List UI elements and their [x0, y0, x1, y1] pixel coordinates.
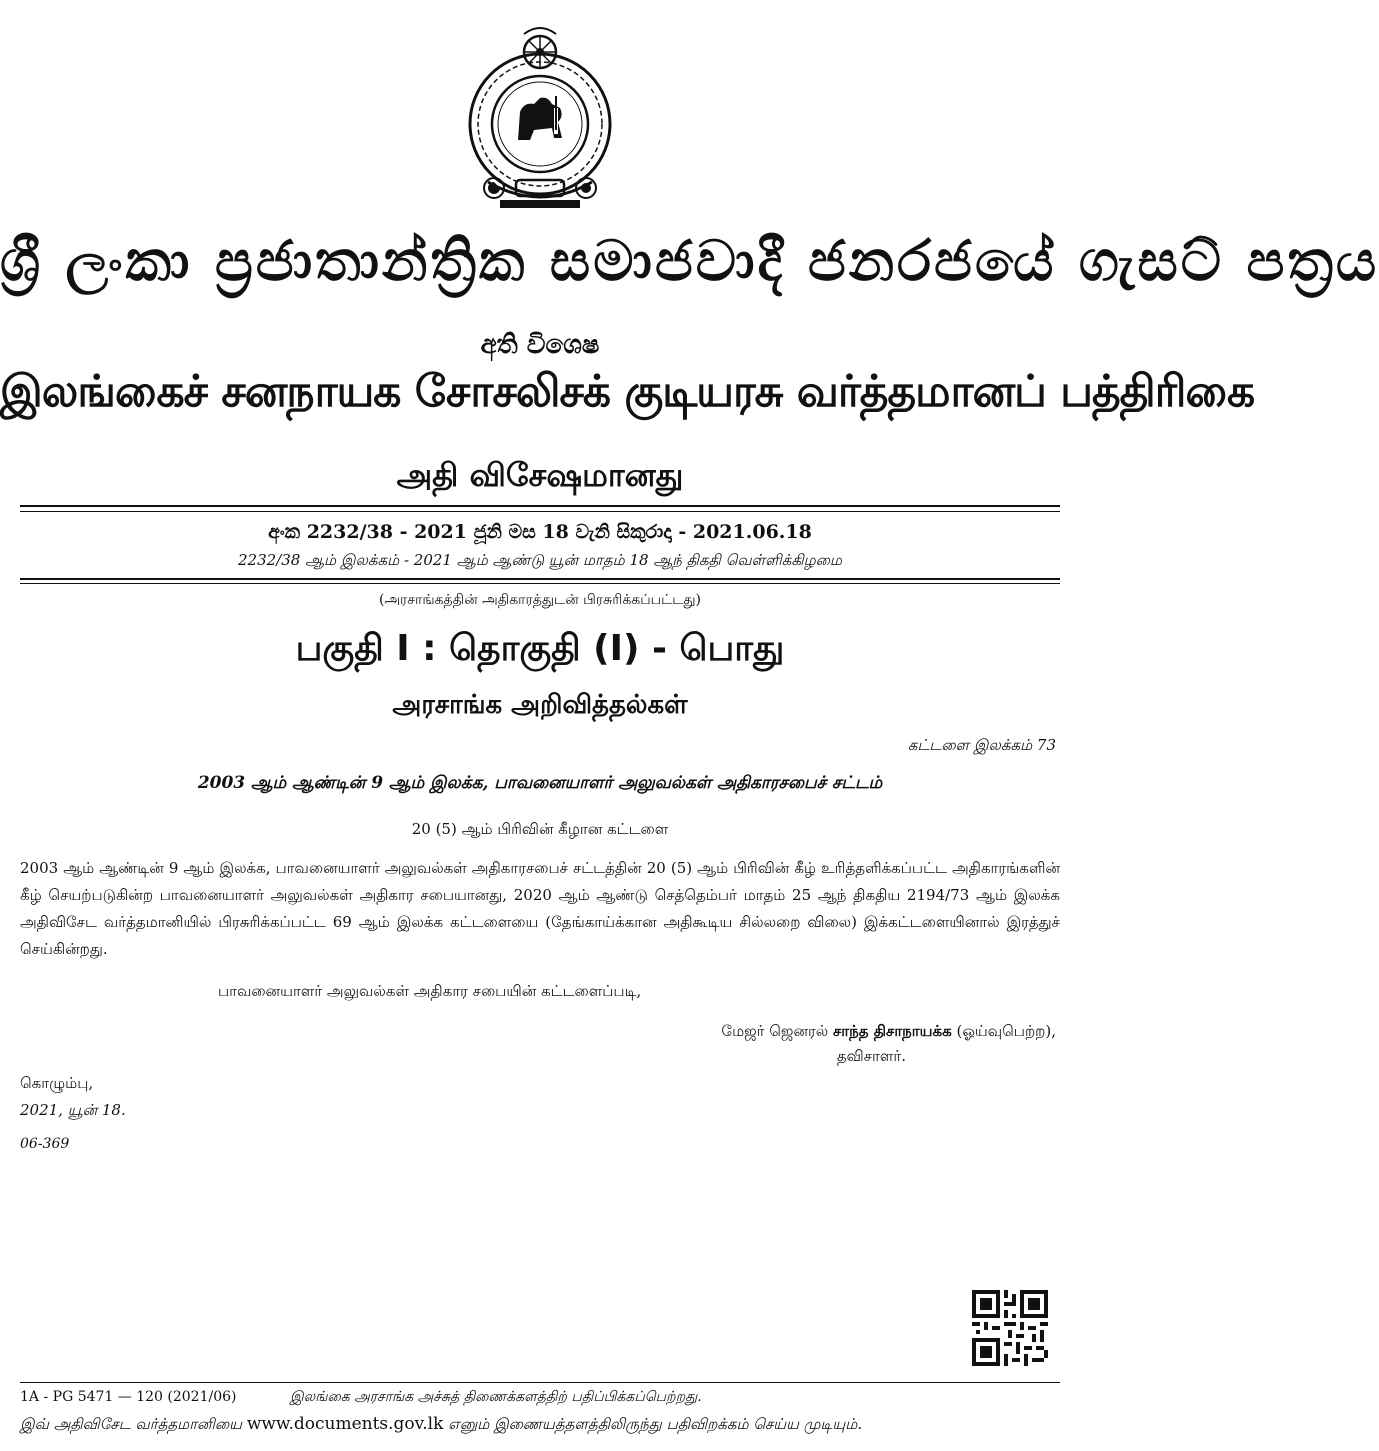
order-subtitle: 20 (5) ஆம் பிரிவின் கீழான கட்டளை — [411, 820, 669, 838]
signatory-block — [556, 1019, 1056, 1069]
footer-download-suffix: எனும் இணையத்தளத்திலிருந்து பதிவிறக்கம் செய்ய முடியும். — [448, 1415, 863, 1433]
footer-code: 1A - PG 5471 — 120 (2021/06) — [20, 1389, 237, 1405]
divider — [20, 1382, 1060, 1383]
divider — [20, 578, 1060, 580]
place-date-block — [20, 1070, 126, 1124]
authority-note: (அரசாங்கத்தின் அதிகாரத்துடன் பிரசுரிக்கப்பட்டது) — [379, 592, 701, 608]
part-title: பகுதி I : தொகுதி (I) - பொது — [295, 628, 785, 669]
gazette-title-tamil: இலங்கைச் சனநாயக சோசலிசக் குடியரசு வர்த்தமானப் பத்திரிகை — [0, 366, 1255, 417]
issue-line-sinhala: අංක 2232/38 - 2021 ජූනි මස 18 වැනි සිකුරාදා - 2021.06.18 — [268, 521, 812, 543]
divider — [20, 583, 1060, 584]
lion-icon — [518, 96, 562, 140]
signatory-title: தவிசாளர். — [836, 1047, 906, 1065]
footer-url-link[interactable]: www.documents.gov.lk — [246, 1414, 444, 1434]
gazette-subtitle-tamil: அதி விசேஷமானது — [396, 456, 684, 494]
sri-lanka-emblem — [460, 12, 620, 214]
by-order-line: பாவனையாளர் அலுவல்கள் அதிகார சபையின் கட்டளைப்படி, — [218, 982, 642, 1000]
signatory-suffix: (ஓய்வுபெற்ற), — [956, 1022, 1056, 1040]
signatory-name: சாந்த திசாநாயக்க — [832, 1022, 952, 1040]
issue-line-tamil: 2232/38 ஆம் இலக்கம் - 2021 ஆம் ஆண்டு யூன் மாதம் 18 ஆந் திகதி வெள்ளிக்கிழமை — [238, 551, 842, 569]
signatory-prefix: மேஜர் ஜெனரல் — [721, 1022, 829, 1040]
divider — [20, 511, 1060, 512]
footer-download-prefix: இவ் அதிவிசேட வர்த்தமானியை — [20, 1415, 243, 1433]
place: கொழும்பு, — [20, 1074, 94, 1092]
gazette-subtitle-sinhala: අති විශෙෂ — [480, 330, 600, 360]
qr-code-icon — [972, 1290, 1048, 1366]
section-title: அரசாங்க அறிவித்தல்கள் — [392, 690, 688, 720]
date: 2021, யூன் 18. — [20, 1101, 126, 1119]
notice-body: 2003 ஆம் ஆண்டின் 9 ஆம் இலக்க, பாவனையாளர் அலுவல்கள் அதிகாரசபைச் சட்டத்தின் 20 (5) ஆம் பிரிவின் கீழ் உரித்தளிக்கப்பட்ட அதிகாரங்களின் கீழ் செயற்படுகின்ற பாவனையாளர் அலுவல்கள் அதிகார சபையானது, 2020 ஆம் ஆண்டு செத்தெம்பர் மாதம் 25 ஆந் திகதிய 2194/73 ஆம் இலக்க அதிவிசேட வர்த்தமானியில் பிரசுரிக்கப்பட்ட 69 ஆம் இலக்க கட்டளையை (தேங்காய்க்கான அதிகூடிய சில்லறை விலை) இக்கட்டளையினால் இரத்துச் செய்கின்றது. — [20, 859, 1060, 958]
order-number: கட்டளை இலக்கம் 73 — [907, 736, 1056, 754]
act-title: 2003 ஆம் ஆண்டின் 9 ஆம் இலக்க, பாவனையாளர் அலுவல்கள் அதிகாரசபைச் சட்டம் — [197, 773, 883, 793]
footer-line-2 — [20, 1414, 862, 1435]
footer-printer: இலங்கை அரசாங்க அச்சுத் திணைக்களத்திற் பதிப்பிக்கப்பெற்றது. — [290, 1389, 702, 1405]
reference-code: 06-369 — [20, 1136, 70, 1152]
divider — [20, 505, 1060, 507]
gazette-title-sinhala: ශ්‍රී ලංකා ප්‍රජාතාන්ත්‍රික සමාජවාදී ජනරජයේ ගැසට් පත්‍රය — [0, 228, 1379, 294]
footer-line-1 — [20, 1389, 702, 1405]
